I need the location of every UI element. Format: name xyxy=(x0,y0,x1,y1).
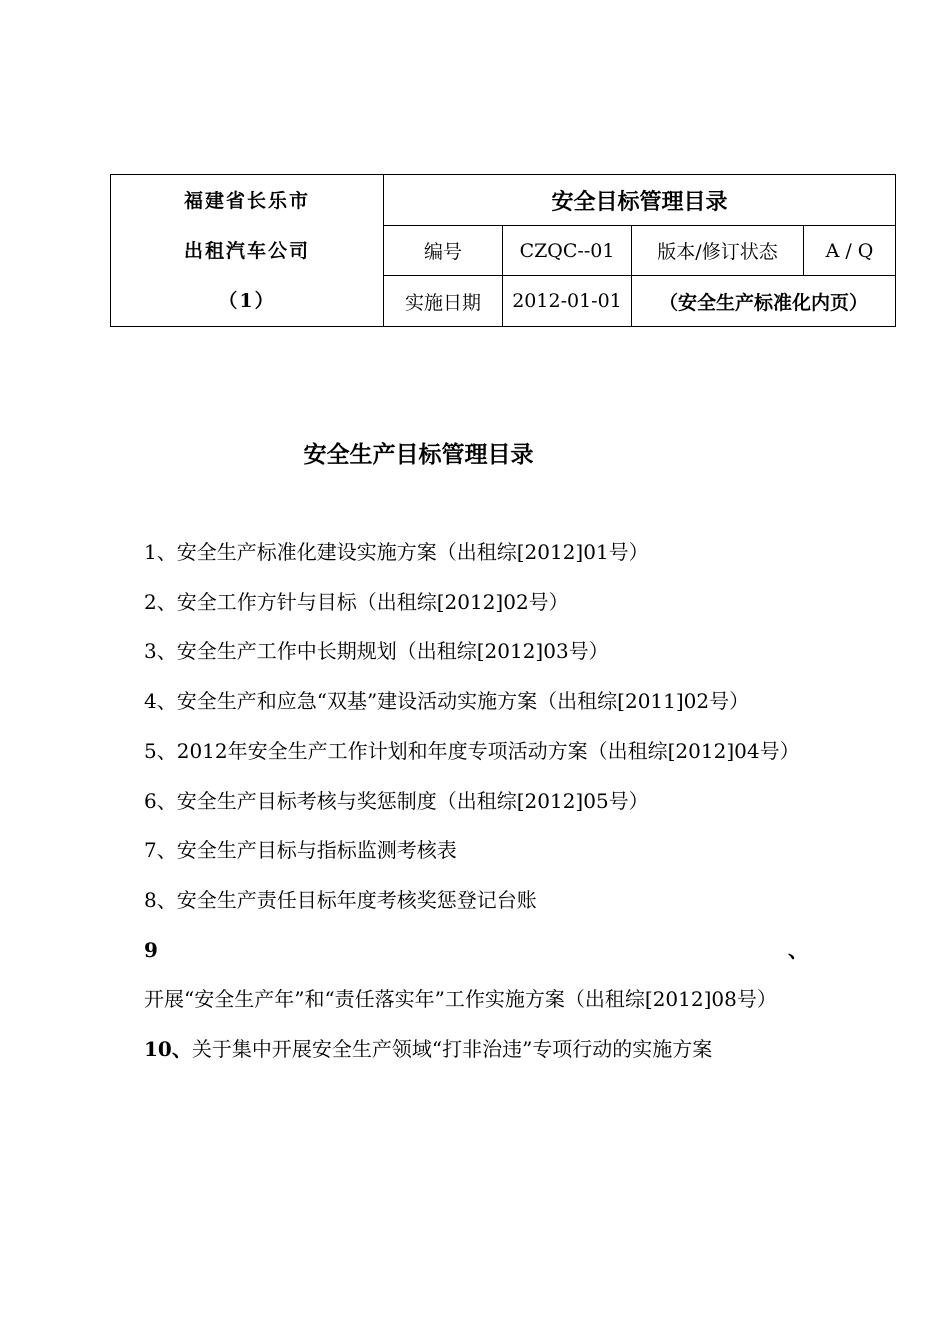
toc-item-text: 开展“安全生产年”和“责任落实年”工作实施方案（出租综[2012]08号） xyxy=(144,987,777,1012)
date-value: 2012-01-01 xyxy=(503,276,632,327)
company-name-line2: 出租汽车公司 xyxy=(183,239,310,262)
toc-item xyxy=(144,777,808,827)
toc-item-text: 安全生产目标考核与奖惩制度（出租综[2012]05号） xyxy=(176,788,649,813)
table-of-contents xyxy=(144,528,808,1075)
toc-item xyxy=(144,627,808,677)
document-header-table xyxy=(110,174,896,327)
code-value: CZQC--01 xyxy=(503,226,632,276)
toc-item-text: 安全生产和应急“双基”建设活动实施方案（出租综[2011]02号） xyxy=(176,689,750,714)
toc-item-number: 5、 xyxy=(144,738,177,763)
toc-item-number: 7、 xyxy=(144,838,177,863)
toc-item xyxy=(144,677,808,727)
company-name-cell xyxy=(111,175,384,327)
toc-item-number: 2、 xyxy=(144,589,177,614)
company-name-line3: （1） xyxy=(218,289,276,312)
toc-item xyxy=(144,876,808,926)
version-value: A / Q xyxy=(804,226,896,276)
toc-item-number: 4、 xyxy=(144,689,177,714)
document-title: 安全生产目标管理目录 xyxy=(303,441,534,468)
date-label: 实施日期 xyxy=(384,276,503,327)
version-label: 版本/修订状态 xyxy=(632,226,804,276)
toc-item xyxy=(144,578,808,628)
toc-item xyxy=(144,1025,808,1075)
toc-item xyxy=(144,727,808,777)
code-label: 编号 xyxy=(384,226,503,276)
toc-item-text: 安全生产责任目标年度考核奖惩登记台账 xyxy=(176,887,537,912)
toc-item-text: 安全生产目标与指标监测考核表 xyxy=(176,838,457,863)
toc-item-number: 3、 xyxy=(144,639,177,664)
toc-item xyxy=(144,926,808,1025)
toc-item xyxy=(144,528,808,578)
toc-item-text: 2012年安全生产工作计划和年度专项活动方案（出租综[2012]04号） xyxy=(176,738,800,763)
toc-item-number: 6、 xyxy=(144,788,177,813)
toc-item-text: 安全生产工作中长期规划（出租综[2012]03号） xyxy=(176,639,609,664)
toc-item-text: 安全工作方针与目标（出租综[2012]02号） xyxy=(176,589,569,614)
toc-item-number: 1、 xyxy=(144,540,177,564)
company-name-line1: 福建省长乐市 xyxy=(183,189,310,212)
toc-item-number: 10、 xyxy=(144,1037,192,1062)
page-note: （安全生产标准化内页） xyxy=(632,276,896,327)
header-table-title: 安全目标管理目录 xyxy=(384,175,896,226)
toc-item-text: 关于集中开展安全生产领域“打非治违”专项行动的实施方案 xyxy=(191,1037,713,1062)
toc-item-number: 8、 xyxy=(144,887,177,912)
toc-item xyxy=(144,826,808,876)
toc-item-text: 安全生产标准化建设实施方案（出租综[2012]01号） xyxy=(176,540,649,564)
toc-item-number: 9、 xyxy=(144,937,808,962)
